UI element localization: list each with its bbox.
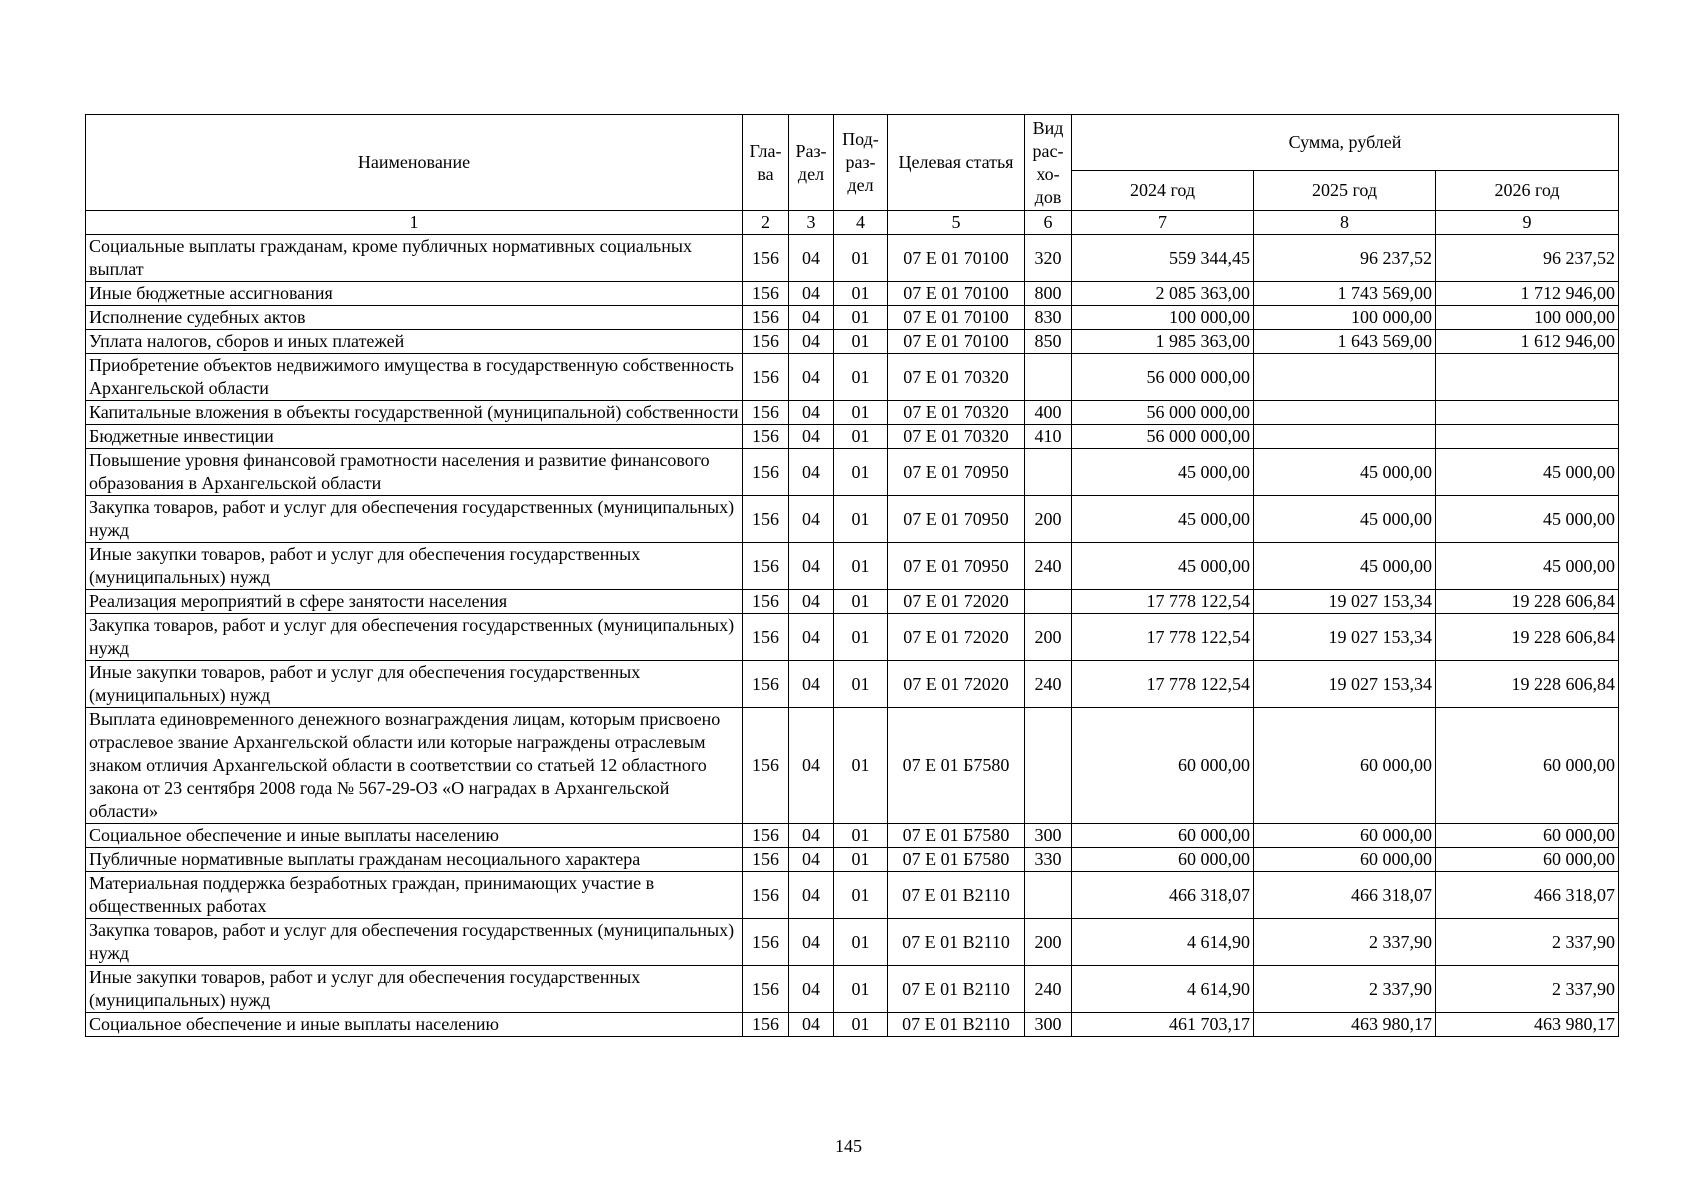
row-podrazdel: 01 [834, 425, 888, 449]
row-sum-2025: 19 027 153,34 [1254, 614, 1436, 661]
row-sum-2026: 19 228 606,84 [1436, 614, 1619, 661]
header-name: Наименование [86, 115, 743, 211]
row-sum-2026: 2 337,90 [1436, 966, 1619, 1013]
header-year-2024: 2024 год [1072, 171, 1254, 211]
row-sum-2025: 19 027 153,34 [1254, 590, 1436, 614]
page-number: 145 [835, 1136, 862, 1156]
row-sum-2025: 1 743 569,00 [1254, 282, 1436, 306]
row-vid-rashodov [1025, 590, 1072, 614]
header-year-2025: 2025 год [1254, 171, 1436, 211]
row-podrazdel: 01 [834, 306, 888, 330]
row-podrazdel: 01 [834, 543, 888, 590]
row-sum-2024: 461 703,17 [1072, 1013, 1254, 1037]
row-glava: 156 [743, 824, 789, 848]
row-sum-2024: 100 000,00 [1072, 306, 1254, 330]
row-tselevaya-statya: 07 Е 01 70100 [888, 235, 1025, 282]
table-row [86, 614, 1619, 661]
table-row [86, 824, 1619, 848]
row-sum-2024: 17 778 122,54 [1072, 614, 1254, 661]
row-tselevaya-statya: 07 Е 01 В2110 [888, 872, 1025, 919]
row-sum-2026: 1 712 946,00 [1436, 282, 1619, 306]
row-sum-2025: 1 643 569,00 [1254, 330, 1436, 354]
table-row [86, 661, 1619, 708]
row-sum-2026: 96 237,52 [1436, 235, 1619, 282]
row-name: Повышение уровня финансовой грамотности населения и развитие финансового образования в Архангельской области [86, 449, 743, 496]
row-razdel: 04 [789, 543, 834, 590]
row-sum-2026 [1436, 401, 1619, 425]
row-name: Публичные нормативные выплаты гражданам несоциального характера [86, 848, 743, 872]
row-name: Капитальные вложения в объекты государственной (муниципальной) собственности [86, 401, 743, 425]
row-razdel: 04 [789, 282, 834, 306]
row-glava: 156 [743, 282, 789, 306]
row-podrazdel: 01 [834, 496, 888, 543]
row-name: Исполнение судебных актов [86, 306, 743, 330]
row-sum-2024: 45 000,00 [1072, 449, 1254, 496]
row-sum-2025: 45 000,00 [1254, 449, 1436, 496]
row-sum-2024: 17 778 122,54 [1072, 590, 1254, 614]
row-tselevaya-statya: 07 Е 01 70950 [888, 496, 1025, 543]
column-number: 6 [1025, 211, 1072, 235]
row-sum-2024: 466 318,07 [1072, 872, 1254, 919]
row-tselevaya-statya: 07 Е 01 70100 [888, 282, 1025, 306]
row-sum-2026: 466 318,07 [1436, 872, 1619, 919]
row-razdel: 04 [789, 235, 834, 282]
row-tselevaya-statya: 07 Е 01 В2110 [888, 919, 1025, 966]
row-sum-2026: 1 612 946,00 [1436, 330, 1619, 354]
column-number: 1 [86, 211, 743, 235]
row-sum-2026: 45 000,00 [1436, 449, 1619, 496]
row-name: Закупка товаров, работ и услуг для обеспечения государственных (муниципальных) нужд [86, 614, 743, 661]
row-sum-2025 [1254, 401, 1436, 425]
row-razdel: 04 [789, 306, 834, 330]
row-vid-rashodov: 300 [1025, 824, 1072, 848]
header-glava: Гла-ва [743, 115, 789, 211]
row-vid-rashodov: 240 [1025, 966, 1072, 1013]
row-sum-2024: 17 778 122,54 [1072, 661, 1254, 708]
row-sum-2026: 19 228 606,84 [1436, 590, 1619, 614]
row-razdel: 04 [789, 1013, 834, 1037]
row-podrazdel: 01 [834, 354, 888, 401]
row-sum-2024: 56 000 000,00 [1072, 401, 1254, 425]
row-tselevaya-statya: 07 Е 01 70950 [888, 543, 1025, 590]
table-row [86, 330, 1619, 354]
row-glava: 156 [743, 872, 789, 919]
row-razdel: 04 [789, 966, 834, 1013]
row-vid-rashodov [1025, 708, 1072, 824]
budget-table [85, 114, 1619, 1037]
table-row [86, 354, 1619, 401]
table-row [86, 919, 1619, 966]
row-tselevaya-statya: 07 Е 01 70320 [888, 401, 1025, 425]
row-glava: 156 [743, 919, 789, 966]
row-vid-rashodov [1025, 354, 1072, 401]
table-row [86, 449, 1619, 496]
row-tselevaya-statya: 07 Е 01 70320 [888, 354, 1025, 401]
row-razdel: 04 [789, 661, 834, 708]
row-glava: 156 [743, 708, 789, 824]
row-glava: 156 [743, 966, 789, 1013]
table-row [86, 401, 1619, 425]
row-vid-rashodov: 240 [1025, 661, 1072, 708]
row-razdel: 04 [789, 401, 834, 425]
table-row [86, 590, 1619, 614]
row-glava: 156 [743, 848, 789, 872]
row-sum-2024: 60 000,00 [1072, 708, 1254, 824]
row-podrazdel: 01 [834, 848, 888, 872]
row-sum-2024: 60 000,00 [1072, 824, 1254, 848]
row-vid-rashodov: 240 [1025, 543, 1072, 590]
table-row [86, 872, 1619, 919]
row-tselevaya-statya: 07 Е 01 70100 [888, 306, 1025, 330]
row-tselevaya-statya: 07 Е 01 70100 [888, 330, 1025, 354]
row-podrazdel: 01 [834, 330, 888, 354]
row-name: Иные бюджетные ассигнования [86, 282, 743, 306]
row-tselevaya-statya: 07 Е 01 70320 [888, 425, 1025, 449]
row-sum-2026: 2 337,90 [1436, 919, 1619, 966]
column-number-row [86, 211, 1619, 235]
row-tselevaya-statya: 07 Е 01 В2110 [888, 966, 1025, 1013]
row-sum-2024: 56 000 000,00 [1072, 425, 1254, 449]
table-row [86, 966, 1619, 1013]
row-sum-2025: 2 337,90 [1254, 966, 1436, 1013]
table-row [86, 543, 1619, 590]
row-glava: 156 [743, 306, 789, 330]
row-razdel: 04 [789, 354, 834, 401]
row-name: Закупка товаров, работ и услуг для обеспечения государственных (муниципальных) нужд [86, 496, 743, 543]
row-vid-rashodov: 330 [1025, 848, 1072, 872]
table-row [86, 1013, 1619, 1037]
column-number: 8 [1254, 211, 1436, 235]
table-row [86, 708, 1619, 824]
row-vid-rashodov: 200 [1025, 614, 1072, 661]
table-row [86, 235, 1619, 282]
row-razdel: 04 [789, 919, 834, 966]
row-razdel: 04 [789, 330, 834, 354]
column-number: 3 [789, 211, 834, 235]
row-vid-rashodov: 850 [1025, 330, 1072, 354]
row-name: Приобретение объектов недвижимого имущества в государственную собственность Архангельской области [86, 354, 743, 401]
header-vid-rashodov: Вид рас-хо-дов [1025, 115, 1072, 211]
header-tselevaya-statya: Целевая статья [888, 115, 1025, 211]
row-sum-2025: 60 000,00 [1254, 708, 1436, 824]
row-vid-rashodov [1025, 449, 1072, 496]
row-podrazdel: 01 [834, 614, 888, 661]
row-name: Иные закупки товаров, работ и услуг для обеспечения государственных (муниципальных) нужд [86, 543, 743, 590]
row-sum-2024: 60 000,00 [1072, 848, 1254, 872]
row-sum-2024: 4 614,90 [1072, 966, 1254, 1013]
row-glava: 156 [743, 590, 789, 614]
row-vid-rashodov: 320 [1025, 235, 1072, 282]
row-glava: 156 [743, 543, 789, 590]
row-sum-2025: 45 000,00 [1254, 496, 1436, 543]
row-name: Иные закупки товаров, работ и услуг для обеспечения государственных (муниципальных) нужд [86, 661, 743, 708]
row-tselevaya-statya: 07 Е 01 72020 [888, 614, 1025, 661]
row-sum-2025: 96 237,52 [1254, 235, 1436, 282]
table-row [86, 848, 1619, 872]
row-sum-2024: 45 000,00 [1072, 543, 1254, 590]
row-podrazdel: 01 [834, 590, 888, 614]
row-podrazdel: 01 [834, 401, 888, 425]
row-name: Материальная поддержка безработных граждан, принимающих участие в общественных работах [86, 872, 743, 919]
column-number: 5 [888, 211, 1025, 235]
column-number: 9 [1436, 211, 1619, 235]
table-row [86, 282, 1619, 306]
row-sum-2025: 466 318,07 [1254, 872, 1436, 919]
row-glava: 156 [743, 235, 789, 282]
row-sum-2025: 463 980,17 [1254, 1013, 1436, 1037]
row-sum-2026: 60 000,00 [1436, 824, 1619, 848]
row-name: Иные закупки товаров, работ и услуг для обеспечения государственных (муниципальных) нужд [86, 966, 743, 1013]
row-vid-rashodov: 800 [1025, 282, 1072, 306]
row-vid-rashodov: 410 [1025, 425, 1072, 449]
row-name: Социальное обеспечение и иные выплаты населению [86, 824, 743, 848]
row-razdel: 04 [789, 824, 834, 848]
row-glava: 156 [743, 354, 789, 401]
table-row [86, 425, 1619, 449]
row-vid-rashodov [1025, 872, 1072, 919]
row-sum-2024: 4 614,90 [1072, 919, 1254, 966]
row-sum-2026: 463 980,17 [1436, 1013, 1619, 1037]
row-podrazdel: 01 [834, 282, 888, 306]
row-name: Социальные выплаты гражданам, кроме публичных нормативных социальных выплат [86, 235, 743, 282]
row-vid-rashodov: 400 [1025, 401, 1072, 425]
row-podrazdel: 01 [834, 235, 888, 282]
row-razdel: 04 [789, 425, 834, 449]
row-sum-2024: 56 000 000,00 [1072, 354, 1254, 401]
row-podrazdel: 01 [834, 1013, 888, 1037]
row-vid-rashodov: 200 [1025, 496, 1072, 543]
row-glava: 156 [743, 401, 789, 425]
row-vid-rashodov: 300 [1025, 1013, 1072, 1037]
row-sum-2025: 45 000,00 [1254, 543, 1436, 590]
row-sum-2026: 19 228 606,84 [1436, 661, 1619, 708]
row-razdel: 04 [789, 590, 834, 614]
row-glava: 156 [743, 449, 789, 496]
row-sum-2024: 2 085 363,00 [1072, 282, 1254, 306]
row-sum-2024: 45 000,00 [1072, 496, 1254, 543]
row-glava: 156 [743, 1013, 789, 1037]
row-glava: 156 [743, 330, 789, 354]
row-sum-2025 [1254, 425, 1436, 449]
row-sum-2026: 60 000,00 [1436, 708, 1619, 824]
row-podrazdel: 01 [834, 661, 888, 708]
row-razdel: 04 [789, 872, 834, 919]
column-number: 4 [834, 211, 888, 235]
row-sum-2026: 45 000,00 [1436, 543, 1619, 590]
column-number: 2 [743, 211, 789, 235]
row-vid-rashodov: 200 [1025, 919, 1072, 966]
row-sum-2025: 100 000,00 [1254, 306, 1436, 330]
row-podrazdel: 01 [834, 966, 888, 1013]
row-sum-2025 [1254, 354, 1436, 401]
row-tselevaya-statya: 07 Е 01 72020 [888, 590, 1025, 614]
row-glava: 156 [743, 614, 789, 661]
row-name: Реализация мероприятий в сфере занятости населения [86, 590, 743, 614]
column-number: 7 [1072, 211, 1254, 235]
row-sum-2025: 2 337,90 [1254, 919, 1436, 966]
table-body [86, 235, 1619, 1037]
row-sum-2026 [1436, 354, 1619, 401]
row-razdel: 04 [789, 449, 834, 496]
row-sum-2024: 559 344,45 [1072, 235, 1254, 282]
row-tselevaya-statya: 07 Е 01 72020 [888, 661, 1025, 708]
row-podrazdel: 01 [834, 824, 888, 848]
row-sum-2025: 60 000,00 [1254, 824, 1436, 848]
row-podrazdel: 01 [834, 708, 888, 824]
row-sum-2026: 45 000,00 [1436, 496, 1619, 543]
row-sum-2024: 1 985 363,00 [1072, 330, 1254, 354]
row-name: Выплата единовременного денежного вознаграждения лицам, которым присвоено отраслевое звание Архангельской области или которые награждены отраслевым знаком отличия Архангельской области в соответствии со статьей 12 областного закона от 23 сентября 2008 года № 567-29-ОЗ «О наградах в Архангельской области» [86, 708, 743, 824]
row-razdel: 04 [789, 848, 834, 872]
row-podrazdel: 01 [834, 919, 888, 966]
table-row [86, 496, 1619, 543]
row-tselevaya-statya: 07 Е 01 Б7580 [888, 848, 1025, 872]
row-podrazdel: 01 [834, 872, 888, 919]
header-year-2026: 2026 год [1436, 171, 1619, 211]
row-sum-2026: 60 000,00 [1436, 848, 1619, 872]
row-razdel: 04 [789, 496, 834, 543]
row-tselevaya-statya: 07 Е 01 Б7580 [888, 708, 1025, 824]
row-tselevaya-statya: 07 Е 01 Б7580 [888, 824, 1025, 848]
row-name: Уплата налогов, сборов и иных платежей [86, 330, 743, 354]
row-name: Бюджетные инвестиции [86, 425, 743, 449]
row-name: Социальное обеспечение и иные выплаты населению [86, 1013, 743, 1037]
row-razdel: 04 [789, 708, 834, 824]
row-sum-2025: 19 027 153,34 [1254, 661, 1436, 708]
row-tselevaya-statya: 07 Е 01 В2110 [888, 1013, 1025, 1037]
row-vid-rashodov: 830 [1025, 306, 1072, 330]
header-podrazdel: Под-раз-дел [834, 115, 888, 211]
row-podrazdel: 01 [834, 449, 888, 496]
table-row [86, 306, 1619, 330]
header-summa: Сумма, рублей [1072, 115, 1619, 171]
row-glava: 156 [743, 496, 789, 543]
row-sum-2025: 60 000,00 [1254, 848, 1436, 872]
row-razdel: 04 [789, 614, 834, 661]
header-razdel: Раз-дел [789, 115, 834, 211]
row-glava: 156 [743, 661, 789, 708]
row-glava: 156 [743, 425, 789, 449]
row-sum-2026: 100 000,00 [1436, 306, 1619, 330]
row-sum-2026 [1436, 425, 1619, 449]
row-tselevaya-statya: 07 Е 01 70950 [888, 449, 1025, 496]
row-name: Закупка товаров, работ и услуг для обеспечения государственных (муниципальных) нужд [86, 919, 743, 966]
